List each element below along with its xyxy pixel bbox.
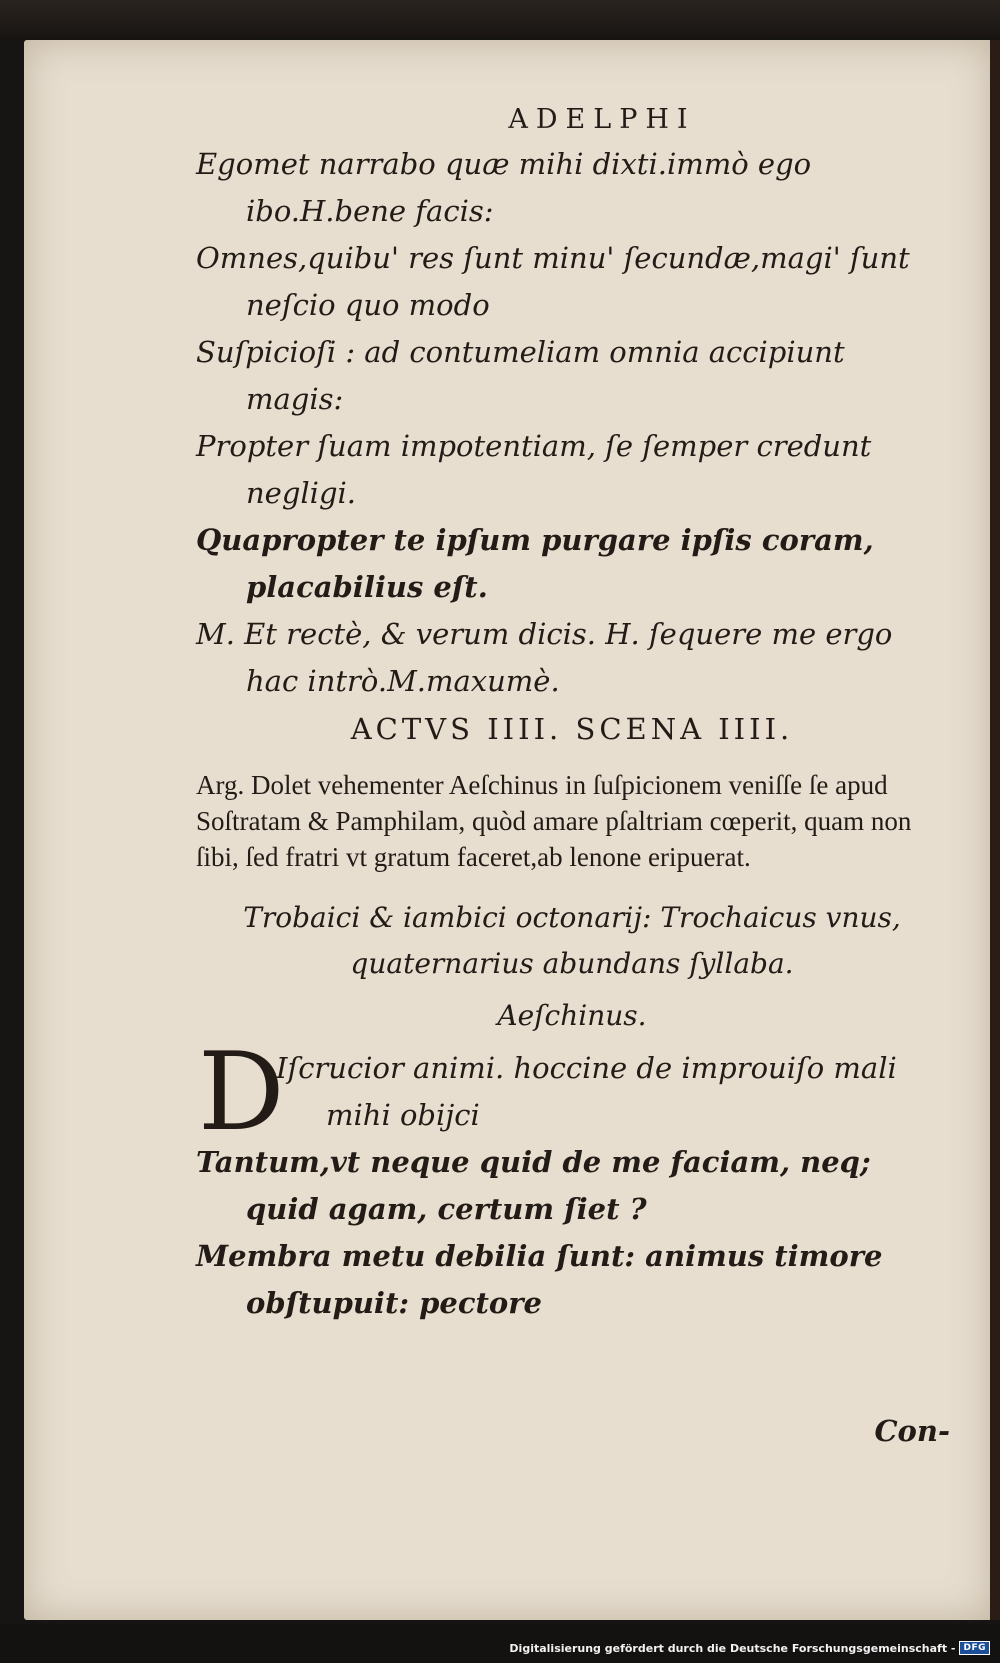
catchword: Con- — [874, 1414, 950, 1448]
verse-line: Tantum,vt neque quid de me faciam, neq; quid agam, certum ſiet ? — [196, 1145, 871, 1226]
running-head: ADELPHI — [508, 104, 696, 135]
dropcap-paragraph — [196, 1030, 948, 1155]
dfg-logo: DFG — [959, 1641, 990, 1655]
dropcap-letter: D — [198, 1030, 285, 1155]
scan-top-border — [0, 0, 1000, 36]
funding-credit — [509, 1641, 990, 1655]
verse-line: Membra metu debilia ſunt: animus timore obſtupuit: pectore — [196, 1239, 883, 1320]
verse-line: Propter ſuam impotentiam, ſe ſemper credunt negligi. — [196, 429, 872, 510]
meter-note: Trobaici & iambici octonarij: Trochaicus vnus, quaternarius abundans ſyllaba. — [243, 901, 901, 980]
verse-line: Suſpicioſi : ad contumeliam omnia accipiunt magis: — [196, 335, 845, 416]
book-spine-edge — [990, 40, 1000, 1620]
speaker-name: Aeſchinus. — [497, 999, 647, 1032]
scene-title: ACTVS IIII. SCENA IIII. — [350, 712, 794, 746]
dropcap-line: mihi obijci — [326, 1098, 480, 1132]
verse-line: Omnes,quibu' res ſunt minu' ſecundæ,magi' ſunt neſcio quo modo — [196, 241, 910, 322]
page-text — [196, 96, 948, 1327]
funding-credit-text: Digitalisierung gefördert durch die Deutsche Forschungsgemeinschaft - — [509, 1641, 956, 1655]
dropcap-line: Iſcrucior animi. hoccine de improuiſo mali — [276, 1051, 897, 1085]
verse-line: M. Et rectè, & verum dicis. H. ſequere me ergo hac intrò.M.maxumè. — [196, 617, 893, 698]
verse-line: Quapropter te ipſum purgare ipſis coram, placabilius eſt. — [196, 523, 874, 604]
verse-line: Egomet narrabo quæ mihi dixti.immò ego ibo.H.bene facis: — [196, 147, 812, 228]
argument-text: Arg. Dolet vehementer Aeſchinus in ſuſpicionem veniſſe ſe apud Soſtratam & Pamphilam, quòd amare pſaltriam cœperit, quam non ſibi, ſed fratri vt gratum faceret,ab lenone eripuerat. — [196, 770, 912, 872]
